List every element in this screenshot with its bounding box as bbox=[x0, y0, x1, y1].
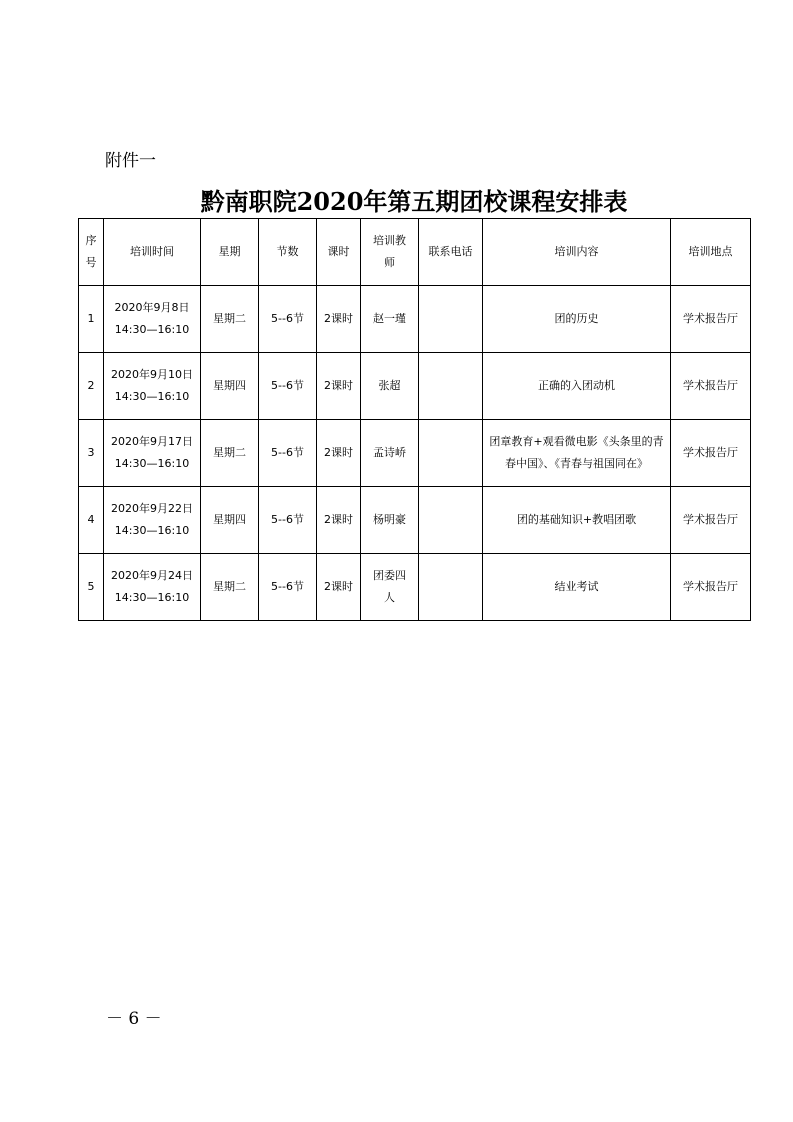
cell-hours-line1: 2课时 bbox=[324, 379, 353, 392]
cell-content bbox=[483, 353, 671, 420]
cell-weekday bbox=[201, 487, 259, 554]
cell-location-line1: 学术报告厅 bbox=[683, 513, 738, 526]
table-header-row bbox=[79, 219, 751, 286]
cell-hours-line1: 2课时 bbox=[324, 580, 353, 593]
cell-time-line1: 2020年9月22日 bbox=[111, 502, 193, 515]
cell-index-line1: 2 bbox=[87, 379, 95, 392]
cell-weekday-line1: 星期二 bbox=[213, 312, 246, 325]
cell-content-line1: 正确的入团动机 bbox=[538, 379, 615, 392]
cell-sessions-line1: 5--6节 bbox=[271, 446, 304, 459]
cell-sessions-line1: 5--6节 bbox=[271, 379, 304, 392]
table-row bbox=[79, 487, 751, 554]
cell-index bbox=[79, 353, 104, 420]
cell-weekday-line1: 星期四 bbox=[213, 513, 246, 526]
header-weekday: 星期 bbox=[201, 219, 259, 286]
cell-sessions bbox=[259, 353, 317, 420]
cell-sessions bbox=[259, 420, 317, 487]
cell-index bbox=[79, 487, 104, 554]
cell-location-line1: 学术报告厅 bbox=[683, 312, 738, 325]
cell-sessions bbox=[259, 554, 317, 621]
cell-sessions-line1: 5--6节 bbox=[271, 312, 304, 325]
cell-content-line1: 团章教育+观看微电影《头条里的青 bbox=[489, 435, 664, 448]
header-index-line2: 号 bbox=[85, 256, 97, 269]
cell-phone bbox=[419, 353, 483, 420]
cell-time bbox=[104, 487, 201, 554]
header-teacher bbox=[361, 219, 419, 286]
page-number: － 6 － bbox=[106, 1009, 162, 1029]
cell-location-line1: 学术报告厅 bbox=[683, 379, 738, 392]
cell-hours bbox=[317, 487, 361, 554]
cell-weekday bbox=[201, 353, 259, 420]
document-title: 黔南职院2020年第五期团校课程安排表 bbox=[200, 187, 628, 216]
cell-index bbox=[79, 286, 104, 353]
cell-index bbox=[79, 554, 104, 621]
cell-hours bbox=[317, 353, 361, 420]
cell-time bbox=[104, 420, 201, 487]
header-hours: 课时 bbox=[317, 219, 361, 286]
cell-location-line1: 学术报告厅 bbox=[683, 446, 738, 459]
cell-time bbox=[104, 353, 201, 420]
cell-index-line1: 3 bbox=[87, 446, 95, 459]
cell-weekday-line1: 星期二 bbox=[213, 580, 246, 593]
cell-content bbox=[483, 554, 671, 621]
table-body bbox=[79, 286, 751, 621]
cell-hours-line1: 2课时 bbox=[324, 446, 353, 459]
cell-time bbox=[104, 286, 201, 353]
cell-index bbox=[79, 420, 104, 487]
cell-time-line2: 14:30—16:10 bbox=[114, 457, 190, 470]
cell-time-line1: 2020年9月8日 bbox=[114, 301, 190, 314]
header-teacher-line1: 培训教 bbox=[373, 234, 406, 247]
cell-teacher bbox=[361, 353, 419, 420]
cell-content bbox=[483, 487, 671, 554]
cell-hours-line1: 2课时 bbox=[324, 312, 353, 325]
cell-index-line1: 5 bbox=[87, 580, 95, 593]
table-row bbox=[79, 286, 751, 353]
cell-index-line1: 1 bbox=[87, 312, 95, 325]
cell-hours bbox=[317, 554, 361, 621]
cell-weekday bbox=[201, 286, 259, 353]
cell-teacher-line2: 人 bbox=[384, 591, 395, 604]
cell-teacher-line1: 杨明豪 bbox=[373, 513, 406, 526]
cell-teacher-line1: 孟诗峤 bbox=[373, 446, 406, 459]
cell-weekday bbox=[201, 420, 259, 487]
cell-phone bbox=[419, 420, 483, 487]
cell-teacher-line1: 团委四 bbox=[373, 569, 406, 582]
header-teacher-line2: 师 bbox=[384, 256, 395, 269]
cell-teacher bbox=[361, 554, 419, 621]
cell-weekday-line1: 星期二 bbox=[213, 446, 246, 459]
cell-time-line2: 14:30—16:10 bbox=[114, 591, 190, 604]
cell-phone bbox=[419, 286, 483, 353]
table-row bbox=[79, 554, 751, 621]
cell-teacher-line1: 张超 bbox=[378, 379, 401, 392]
cell-hours bbox=[317, 420, 361, 487]
cell-time-line2: 14:30—16:10 bbox=[114, 323, 190, 336]
cell-weekday-line1: 星期四 bbox=[213, 379, 246, 392]
attachment-label: 附件一 bbox=[105, 151, 156, 171]
header-index bbox=[79, 219, 104, 286]
header-index-line1: 序 bbox=[85, 234, 97, 247]
cell-sessions bbox=[259, 487, 317, 554]
cell-teacher-line1: 赵一瑾 bbox=[373, 312, 406, 325]
cell-content bbox=[483, 286, 671, 353]
cell-content bbox=[483, 420, 671, 487]
cell-teacher bbox=[361, 286, 419, 353]
header-content: 培训内容 bbox=[483, 219, 671, 286]
cell-sessions-line1: 5--6节 bbox=[271, 580, 304, 593]
header-phone: 联系电话 bbox=[419, 219, 483, 286]
cell-location-line1: 学术报告厅 bbox=[683, 580, 738, 593]
cell-phone bbox=[419, 487, 483, 554]
cell-index-line1: 4 bbox=[87, 513, 95, 526]
table-row bbox=[79, 420, 751, 487]
cell-location bbox=[671, 554, 751, 621]
cell-sessions-line1: 5--6节 bbox=[271, 513, 304, 526]
header-location: 培训地点 bbox=[671, 219, 751, 286]
cell-content-line1: 结业考试 bbox=[554, 580, 599, 593]
cell-content-line2: 春中国》、《青春与祖国同在》 bbox=[505, 457, 648, 470]
cell-phone bbox=[419, 554, 483, 621]
cell-time-line2: 14:30—16:10 bbox=[114, 524, 190, 537]
cell-sessions bbox=[259, 286, 317, 353]
cell-hours bbox=[317, 286, 361, 353]
cell-weekday bbox=[201, 554, 259, 621]
cell-content-line1: 团的历史 bbox=[554, 312, 599, 325]
cell-hours-line1: 2课时 bbox=[324, 513, 353, 526]
table-row bbox=[79, 353, 751, 420]
cell-location bbox=[671, 487, 751, 554]
header-sessions: 节数 bbox=[259, 219, 317, 286]
cell-time-line2: 14:30—16:10 bbox=[114, 390, 190, 403]
cell-location bbox=[671, 286, 751, 353]
schedule-table bbox=[78, 218, 751, 621]
header-time: 培训时间 bbox=[104, 219, 201, 286]
cell-location bbox=[671, 353, 751, 420]
cell-location bbox=[671, 420, 751, 487]
cell-time bbox=[104, 554, 201, 621]
cell-time-line1: 2020年9月10日 bbox=[111, 368, 193, 381]
cell-teacher bbox=[361, 487, 419, 554]
cell-content-line1: 团的基础知识+教唱团歌 bbox=[516, 513, 637, 526]
cell-time-line1: 2020年9月24日 bbox=[111, 569, 193, 582]
cell-time-line1: 2020年9月17日 bbox=[111, 435, 193, 448]
cell-teacher bbox=[361, 420, 419, 487]
